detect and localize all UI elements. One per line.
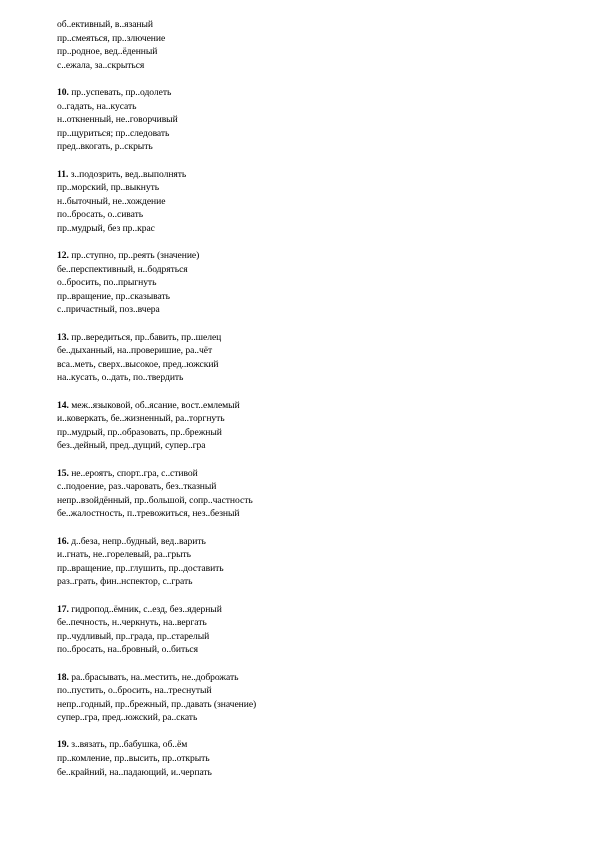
- exercise-line-text: с..ежала, за..скрыться: [57, 59, 145, 71]
- exercise-number: 18.: [57, 671, 69, 683]
- exercise-line: [57, 711, 577, 725]
- exercise-line: [57, 535, 577, 549]
- exercise-line: [57, 766, 577, 780]
- exercise-line: [57, 467, 577, 481]
- exercise-number: 15.: [57, 467, 69, 479]
- exercise-line-text: пр..успевать, пр..одолеть: [71, 86, 172, 98]
- exercise-number: 16.: [57, 535, 69, 547]
- exercise-line: [57, 494, 577, 508]
- exercise-line-text: гидропод..ёмник, с..езд, без..ядерный: [71, 603, 222, 615]
- exercise-line: [57, 263, 577, 277]
- exercise-line-text: по..бросать, на..бровный, о..биться: [57, 644, 198, 656]
- exercise-line-text: по..пустить, о..бросить, на..треснутый: [57, 685, 212, 697]
- exercise-line: [57, 331, 577, 345]
- exercise-line: [57, 127, 577, 141]
- exercise-line: [57, 562, 577, 576]
- exercise-number: 17.: [57, 603, 69, 615]
- exercise-block: [57, 168, 577, 236]
- exercise-line: [57, 344, 577, 358]
- exercise-line-text: меж..языковой, об..ясание, вост..емлемый: [71, 399, 240, 411]
- exercise-line-text: пр..вращение, пр..сказывать: [57, 290, 170, 302]
- exercise-line-text: без..дейный, пред..дущий, супер..гра: [57, 440, 206, 452]
- exercise-line: [57, 86, 577, 100]
- exercise-line: [57, 507, 577, 521]
- exercise-line-text: не..ероятъ, спорт..гра, с..стивой: [71, 467, 198, 479]
- exercise-block: [57, 86, 577, 154]
- exercise-line: [57, 426, 577, 440]
- exercise-line: [57, 738, 577, 752]
- exercise-line-text: д..беза, непр..будный, вед..варить: [71, 535, 206, 547]
- exercise-line: [57, 140, 577, 154]
- exercise-line-text: по..бросать, о..сивать: [57, 209, 144, 221]
- exercise-line-text: непр..годный, пр..брежный, пр..давать (значение): [57, 698, 257, 710]
- exercise-line-text: вса..меть, сверх..высокое, пред..южский: [57, 358, 219, 370]
- exercise-line: [57, 603, 577, 617]
- exercise-number: 11.: [57, 168, 69, 180]
- exercise-line-text: непр..взойдённый, пр..большой, сопр..частность: [57, 494, 253, 506]
- exercise-line-text: о..бросить, по..прыгнуть: [57, 277, 157, 289]
- exercise-line: [57, 371, 577, 385]
- exercise-block: [57, 738, 577, 779]
- exercise-line-text: пр..вередиться, пр..бавить, пр..шелец: [71, 331, 222, 343]
- exercise-line-text: пр..мудрый, пр..образовать, пр..брежный: [57, 426, 222, 438]
- exercise-line-text: с..причастный, поз..вчера: [57, 304, 160, 316]
- exercise-line-text: бе..печность, н..черкнуть, на..вергать: [57, 617, 207, 629]
- exercise-line-text: с..подоение, раз..чаровать, без..тказный: [57, 481, 217, 493]
- exercise-block: [57, 18, 577, 72]
- exercise-line: [57, 290, 577, 304]
- exercise-line-text: бе..крайний, на..падающий, и..черпать: [57, 766, 212, 778]
- exercise-line-text: н..быточный, не..хождение: [57, 195, 166, 207]
- exercise-number: 14.: [57, 399, 69, 411]
- exercise-line-text: пр..чудливый, пр..града, пр..старелый: [57, 630, 210, 642]
- exercise-line-text: пр..смеяться, пр..злючение: [57, 32, 166, 44]
- exercise-line: [57, 684, 577, 698]
- exercise-line: [57, 222, 577, 236]
- exercise-line-text: о..гадать, на..кусать: [57, 100, 137, 112]
- exercise-line: [57, 698, 577, 712]
- exercise-block: [57, 671, 577, 725]
- exercise-line: [57, 480, 577, 494]
- exercise-line: [57, 303, 577, 317]
- exercise-line: [57, 671, 577, 685]
- exercise-line-text: и..коверкать, бе..жизненный, ра..торгнуть: [57, 413, 225, 425]
- exercise-block: [57, 467, 577, 521]
- exercise-line-text: пр..морский, пр..выкнуть: [57, 182, 160, 194]
- exercise-line: [57, 181, 577, 195]
- exercise-line-text: пр..мудрый, без пр..крас: [57, 222, 155, 234]
- exercise-block: [57, 535, 577, 589]
- exercise-line: [57, 399, 577, 413]
- exercise-line: [57, 752, 577, 766]
- exercise-line: [57, 575, 577, 589]
- exercise-number: 12.: [57, 250, 69, 262]
- exercise-line: [57, 412, 577, 426]
- exercise-line-text: на..кусать, о..дать, по..твердить: [57, 372, 184, 384]
- exercise-line: [57, 616, 577, 630]
- exercise-line: [57, 358, 577, 372]
- exercise-block: [57, 331, 577, 385]
- exercise-number: 10.: [57, 86, 69, 98]
- exercise-line-text: бе..дыханный, на..проверишие, ра..чёт: [57, 345, 213, 357]
- exercise-line-text: пр..комление, пр..высить, пр..открыть: [57, 753, 210, 765]
- exercise-line: [57, 630, 577, 644]
- exercise-line: [57, 18, 577, 32]
- exercise-line: [57, 643, 577, 657]
- exercise-line-text: пр..родное, вед..ёденный: [57, 46, 158, 58]
- exercise-line: [57, 45, 577, 59]
- exercise-line-text: бе..перспективный, н..бодряться: [57, 263, 188, 275]
- exercise-line: [57, 195, 577, 209]
- exercise-line-text: н..откненный, не..говорчивый: [57, 114, 178, 126]
- exercise-line: [57, 32, 577, 46]
- exercise-line-text: ра..брасывать, на..местить, не..доброжать: [71, 671, 239, 683]
- exercise-line-text: пр..ступно, пр..реять (значение): [71, 250, 200, 262]
- exercise-line: [57, 249, 577, 263]
- exercise-line-text: супер..гра, пред..южский, ра..скать: [57, 712, 198, 724]
- exercise-block: [57, 603, 577, 657]
- exercise-line-text: раз..грать, фин..нспектор, с..грать: [57, 576, 193, 588]
- exercise-block: [57, 399, 577, 453]
- exercise-line: [57, 59, 577, 73]
- exercise-number: 19.: [57, 739, 69, 751]
- exercise-line: [57, 439, 577, 453]
- exercise-line-text: об..ективный, в..язаный: [57, 19, 153, 30]
- exercise-line-text: пр..щуриться; пр..следовать: [57, 127, 170, 139]
- exercise-line: [57, 168, 577, 182]
- exercise-line-text: и..гнать, не..горелевый, ра..грыть: [57, 549, 191, 561]
- exercise-block: [57, 249, 577, 317]
- exercise-line: [57, 276, 577, 290]
- exercise-line-text: бе..жалостность, п..тревожиться, нез..безный: [57, 508, 240, 520]
- exercise-line-text: пр..вращение, пр..глушить, пр..доставить: [57, 562, 224, 574]
- exercise-line-text: з..вязать, пр..бабушка, об..ём: [71, 739, 188, 751]
- exercise-line: [57, 113, 577, 127]
- exercise-line-text: з..подозрить, вед..выполнять: [70, 168, 187, 180]
- exercise-page: [57, 18, 577, 793]
- exercise-number: 13.: [57, 331, 69, 343]
- exercise-line-text: пред..вкогать, р..скрыть: [57, 141, 153, 153]
- exercise-line: [57, 100, 577, 114]
- exercise-line: [57, 548, 577, 562]
- exercise-line: [57, 208, 577, 222]
